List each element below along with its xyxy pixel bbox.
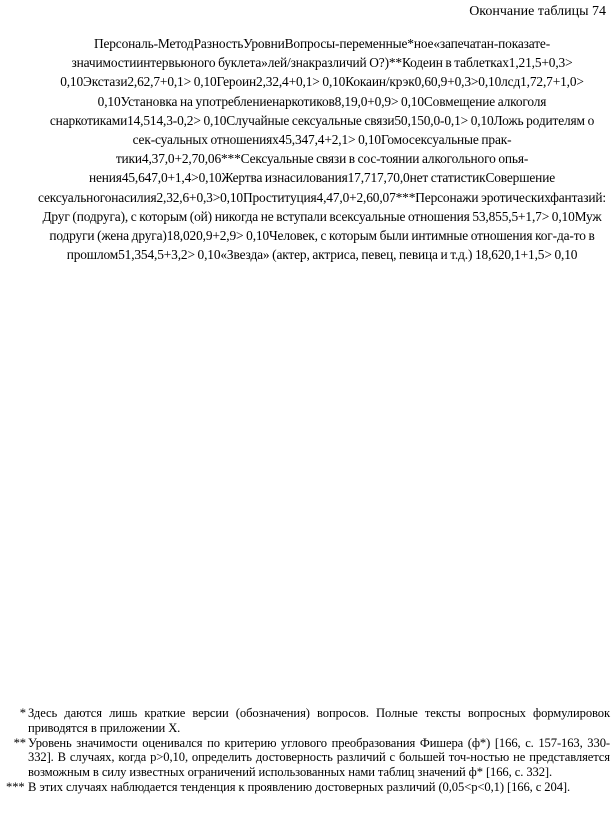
footnote-2-mark: ** xyxy=(13,735,26,750)
footnote-3-text: В этих случаях наблюдается тенденция к проявлению достоверных различий (0,05<p<0,1) [166, с 204]. xyxy=(28,779,571,794)
footnote-1 xyxy=(6,706,610,736)
footnote-1-mark: * xyxy=(19,706,26,720)
footnote-1-text: Здесь даются лишь краткие версии (обозначения) вопросов. Полные тексты вопросных формулировок приводятся в приложении X. xyxy=(28,706,610,735)
footnote-3-mark: *** xyxy=(6,779,25,794)
table-body-text: Персональ-МетодРазностьУровниВопросы-переменные*ное«запечатан-показате-значимостиинтервьюного буклета»лей/знакразличий О?)**Кодеин в таблетках1,21,5+0,3> 0,10Экстази2,62,7+0,1> 0,10Героин2,32,4+0,1> 0,10Кокаин/крэк0,60,9+0,3>0,10лсд1,72,7+1,0> 0,10Установка на употреблениенаркотиков8,19,0+0,9> 0,10Совмещение алкоголя снаркотиками14,514,3-0,2> 0,10Случайные сексуальные связи50,150,0-0,1> 0,10Ложь родителям о сек-суальных отношениях45,347,4+2,1> 0,10Гомосексуальные прак-тики4,37,0+2,70,06***Сексуальные связи в сос-тоянии алкогольного опья-нения45,647,0+1,4>0,10Жертва изнасилования17,717,70,0нет статистикСовершение сексуальногонасилия2,32,6+0,3>0,10Проституция4,47,0+2,60,07***Персонажи эротическихфантазий: Друг (подруга), с которым (ой) никогда не вступали всексуальные отношения 53,855,5+1,7> 0,10Муж подруги (жена друга)18,020,9+2,9> 0,10Человек, с которым были интимные отношения ког-да-то в прошлом51,354,5+3,2> 0,10«Звезда» (актер, актриса, певец, певица и т.д.) 18,620,1+1,5> 0,10 xyxy=(38,36,606,263)
footnotes xyxy=(6,706,610,795)
footnote-3 xyxy=(6,780,610,795)
footnote-2 xyxy=(6,736,610,780)
footnote-2-text: Уровень значимости оценивался по критерию углового преобразования Фишера (ф*) [166, с. 157-163, 330-332]. В случаях, когда p>0,10, определить достоверность различий с большей точ-ностью не представляется возможным в силу известных ограничений использованных нами таблиц значений ф* [166, с. 332]. xyxy=(28,735,610,780)
table-caption: Окончание таблицы 74 xyxy=(469,4,606,19)
